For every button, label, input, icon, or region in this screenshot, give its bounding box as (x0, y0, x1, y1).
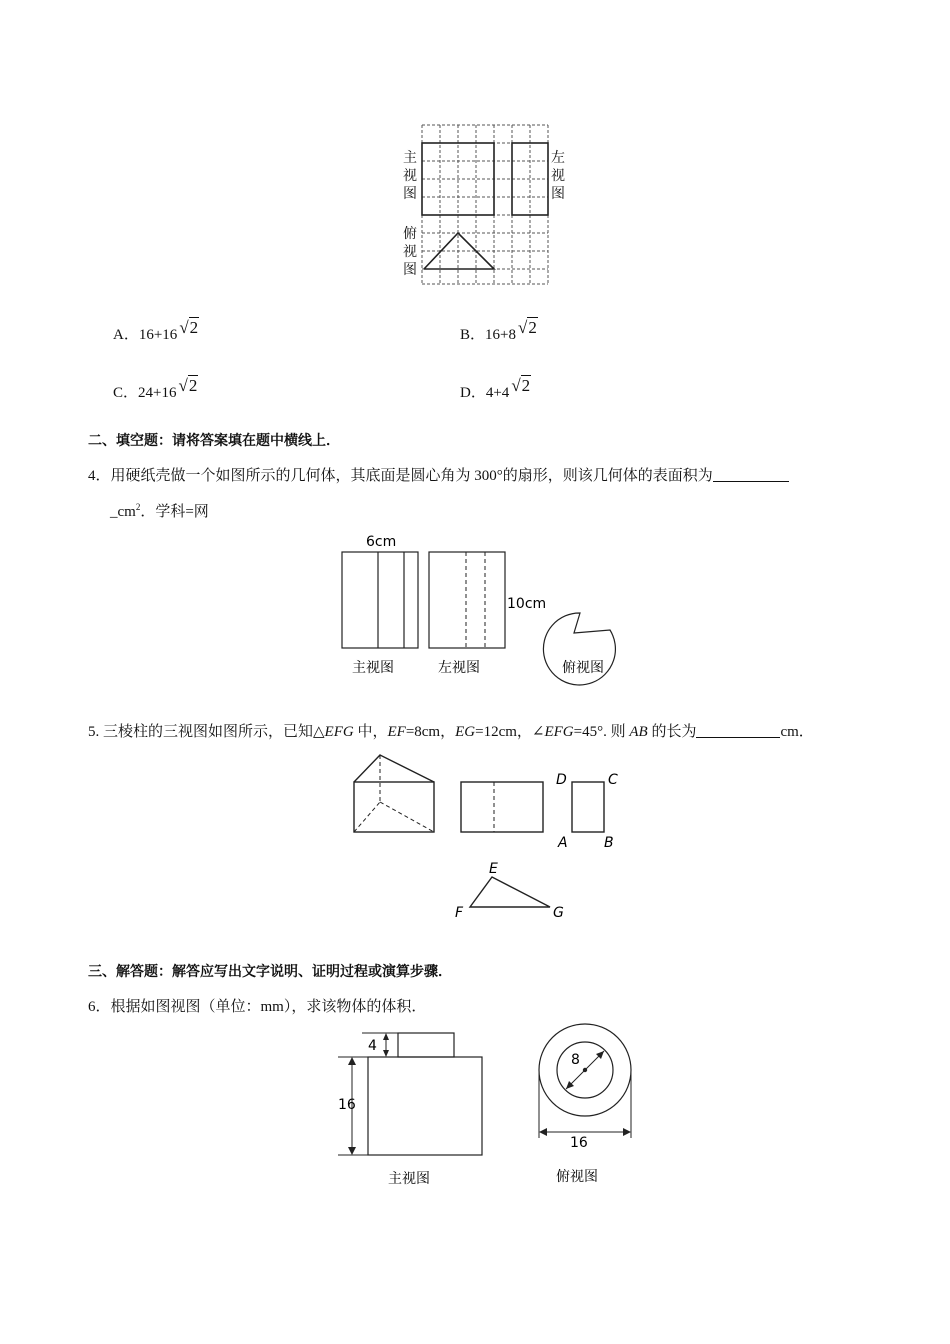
label-A: A (558, 835, 568, 851)
q4-left-caption: 左视图 (438, 660, 480, 676)
top-view-label: 俯 视 图 (403, 226, 417, 278)
q4-front-rect (342, 552, 418, 648)
q6-front-caption: 主视图 (388, 1171, 430, 1187)
q5-text: 5. 三棱柱的三视图如图所示，已知△EFG 中，EF=8cm，EG=12cm，∠EFG=45°. 则 AB 的长为 cm． (88, 724, 814, 740)
section3-heading: 三、解答题：解答应写出文字说明、证明过程或演算步骤． (88, 964, 452, 980)
option-a[interactable]: A．16+16 √2 (113, 318, 199, 343)
q6-dim-4: 4 (368, 1038, 377, 1054)
q5-three-view-figure (350, 752, 630, 927)
section2-heading: 二、填空题：请将答案填在题中横线上． (88, 433, 340, 449)
q4-height-label: 10cm (507, 596, 547, 612)
q6-dim-16-vert: 16 (338, 1097, 356, 1113)
label-B: B (604, 835, 614, 851)
q4-left-rect (429, 552, 505, 648)
front-view-label: 主 视 图 (403, 150, 417, 202)
q6-dim-8: 8 (571, 1052, 580, 1068)
q4-text-line2: $\_cm^2$．学科=网 (110, 502, 209, 520)
q4-answer-blank[interactable] (713, 467, 789, 482)
label-C: C (608, 772, 618, 788)
option-b[interactable]: B．16+8 √2 (460, 318, 537, 343)
q5-answer-blank[interactable] (696, 723, 780, 738)
option-d[interactable]: D．4+4 √2 (460, 376, 531, 401)
label-F: F (455, 905, 464, 921)
q4-text-line1: 4．用硬纸壳做一个如图所示的几何体，其底面是圆心角为 300°的扇形，则该几何体的表面积为 (88, 464, 789, 485)
q4-top-caption: 俯视图 (562, 660, 604, 676)
q6-text: 6．根据如图视图（单位：mm），求该物体的体积． (88, 999, 427, 1015)
triangle-efg (470, 877, 550, 907)
q4-width-label: 6cm (366, 534, 397, 550)
label-E: E (489, 861, 498, 877)
q6-top-caption: 俯视图 (556, 1169, 598, 1185)
q4-front-caption: 主视图 (352, 660, 394, 676)
label-G: G (553, 905, 564, 921)
q6-dim-16-horiz: 16 (570, 1135, 588, 1151)
q6-two-view-figure (330, 1020, 650, 1195)
q4-three-view-figure (340, 530, 640, 680)
label-D: D (556, 772, 567, 788)
q3-three-view-figure (400, 122, 565, 287)
left-view-label: 左 视 图 (551, 150, 565, 202)
option-c[interactable]: C．24+16 √2 (113, 376, 198, 401)
